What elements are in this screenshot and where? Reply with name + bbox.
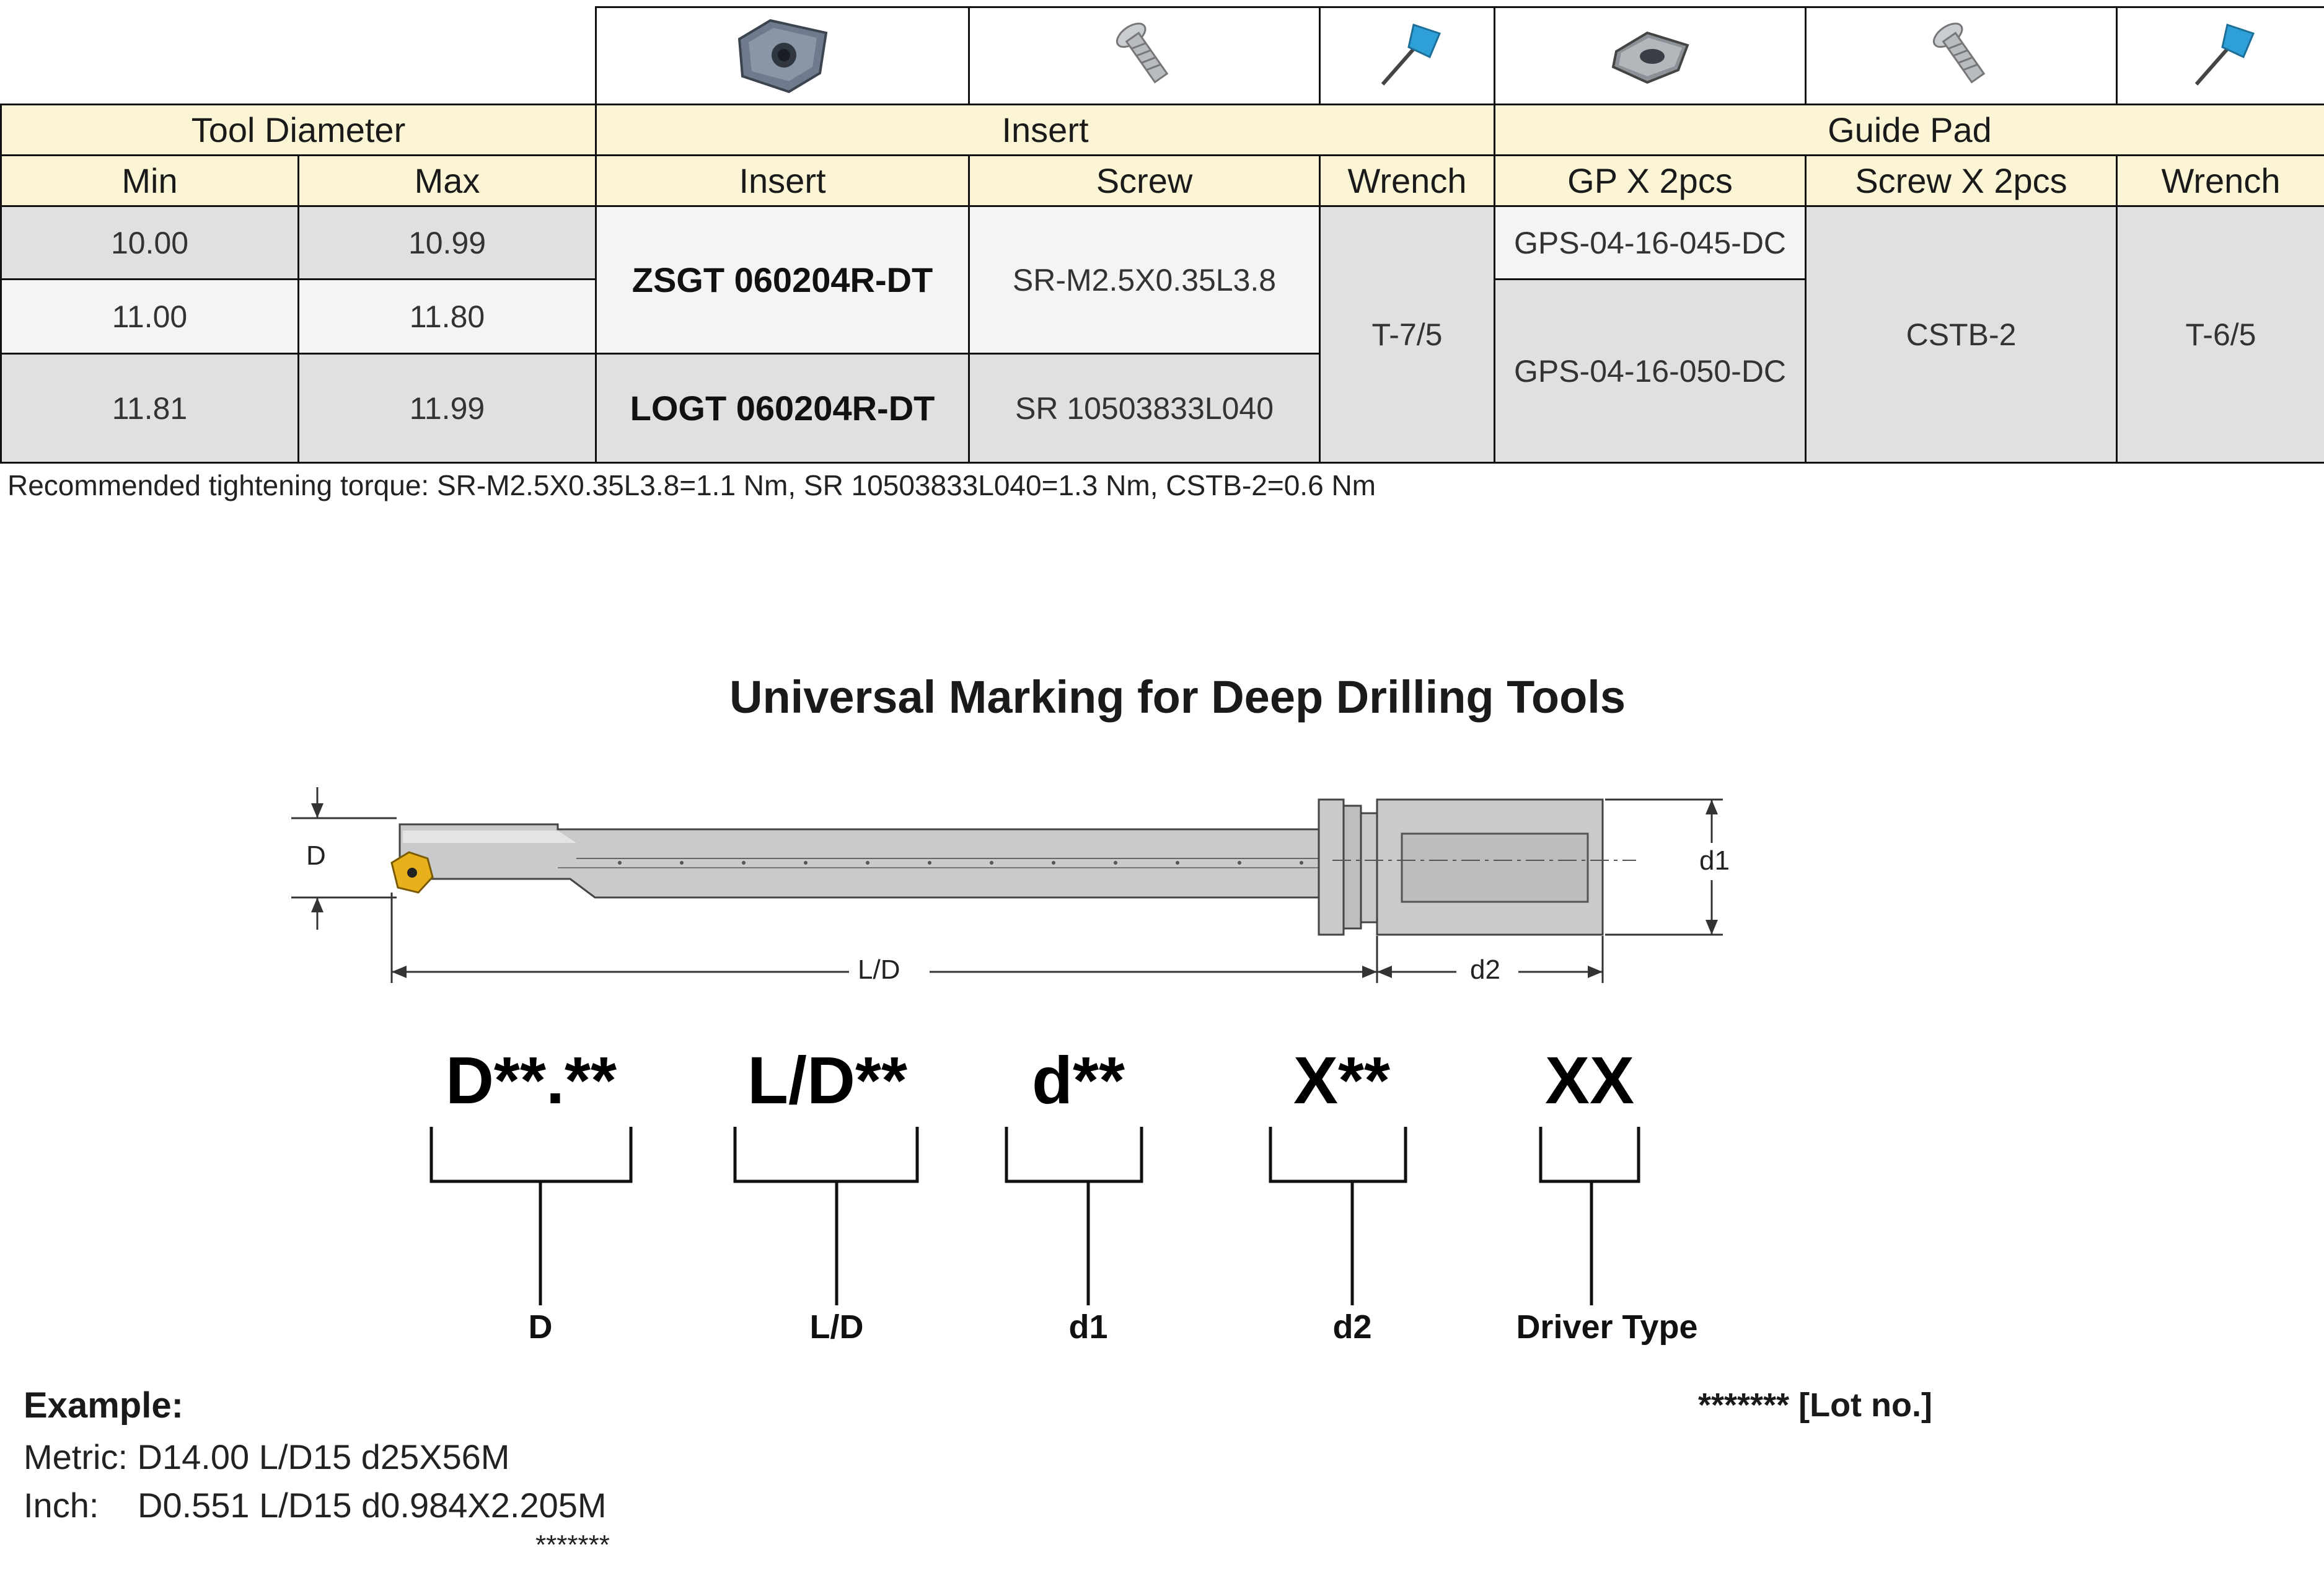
col-insert: Insert — [596, 156, 969, 206]
tool-diameter-header: Tool Diameter — [1, 105, 596, 156]
lot-number-label: ******* [Lot no.] — [1698, 1387, 1932, 1424]
col-wrench: Wrench — [1320, 156, 1495, 206]
col-screw: Screw — [969, 156, 1320, 206]
label-d2: d2 — [1332, 1308, 1372, 1346]
dim-ld-label: L/D — [858, 955, 900, 985]
dim-d-label: D — [306, 840, 326, 871]
code-diameter: D**.** — [445, 1043, 617, 1118]
cell-gp-screw: CSTB-2 — [1806, 206, 2117, 463]
example-inch-value: D0.551 L/D15 d0.984X2.205M — [138, 1486, 607, 1525]
col-gp: GP X 2pcs — [1495, 156, 1806, 206]
cell-screw: SR-M2.5X0.35L3.8 — [969, 206, 1320, 354]
col-max: Max — [299, 156, 596, 206]
col-min: Min — [1, 156, 299, 206]
code-ld: L/D** — [747, 1043, 908, 1118]
example-stars: ******* — [535, 1530, 610, 1560]
cell-max: 10.99 — [299, 206, 596, 280]
example-title: Example: — [24, 1385, 183, 1426]
cell-max: 11.80 — [299, 280, 596, 354]
example-inch-label: Inch: — [24, 1486, 99, 1525]
cell-max: 11.99 — [299, 354, 596, 463]
cell-guide-pad: GPS-04-16-045-DC — [1495, 206, 1806, 280]
cell-gp-wrench: T-6/5 — [2117, 206, 2324, 463]
code-d2: X** — [1293, 1043, 1391, 1118]
label-d1: d1 — [1068, 1308, 1108, 1346]
dim-d1-label: d1 — [1699, 845, 1730, 876]
torque-note: Recommended tightening torque: SR-M2.5X0.35L3.8=1.1 Nm, SR 10503833L040=1.3 Nm, CSTB-2=0.6 Nm — [7, 469, 1376, 501]
code-driver: XX — [1544, 1043, 1635, 1118]
guide-pad-group-header: Guide Pad — [1495, 105, 2324, 156]
marking-title: Universal Marking for Deep Drilling Tools — [729, 671, 1626, 723]
cell-insert: LOGT 060204R-DT — [596, 354, 969, 463]
label-ld: L/D — [809, 1308, 864, 1346]
example-metric: Metric: D14.00 L/D15 d25X56M — [24, 1437, 510, 1476]
code-d1: d** — [1031, 1043, 1125, 1118]
label-diameter: D — [528, 1308, 553, 1346]
cell-wrench: T-7/5 — [1320, 206, 1495, 463]
cell-insert: ZSGT 060204R-DT — [596, 206, 969, 354]
label-driver-type: Driver Type — [1516, 1308, 1698, 1346]
cell-min: 11.81 — [1, 354, 299, 463]
insert-group-header: Insert — [596, 105, 1495, 156]
dim-d2-label: d2 — [1470, 955, 1500, 985]
cell-min: 10.00 — [1, 206, 299, 280]
col-gp-screw: Screw X 2pcs — [1806, 156, 2117, 206]
cell-min: 11.00 — [1, 280, 299, 354]
cell-guide-pad: GPS-04-16-050-DC — [1495, 280, 1806, 463]
cell-screw: SR 10503833L040 — [969, 354, 1320, 463]
col-gp-wrench: Wrench — [2117, 156, 2324, 206]
